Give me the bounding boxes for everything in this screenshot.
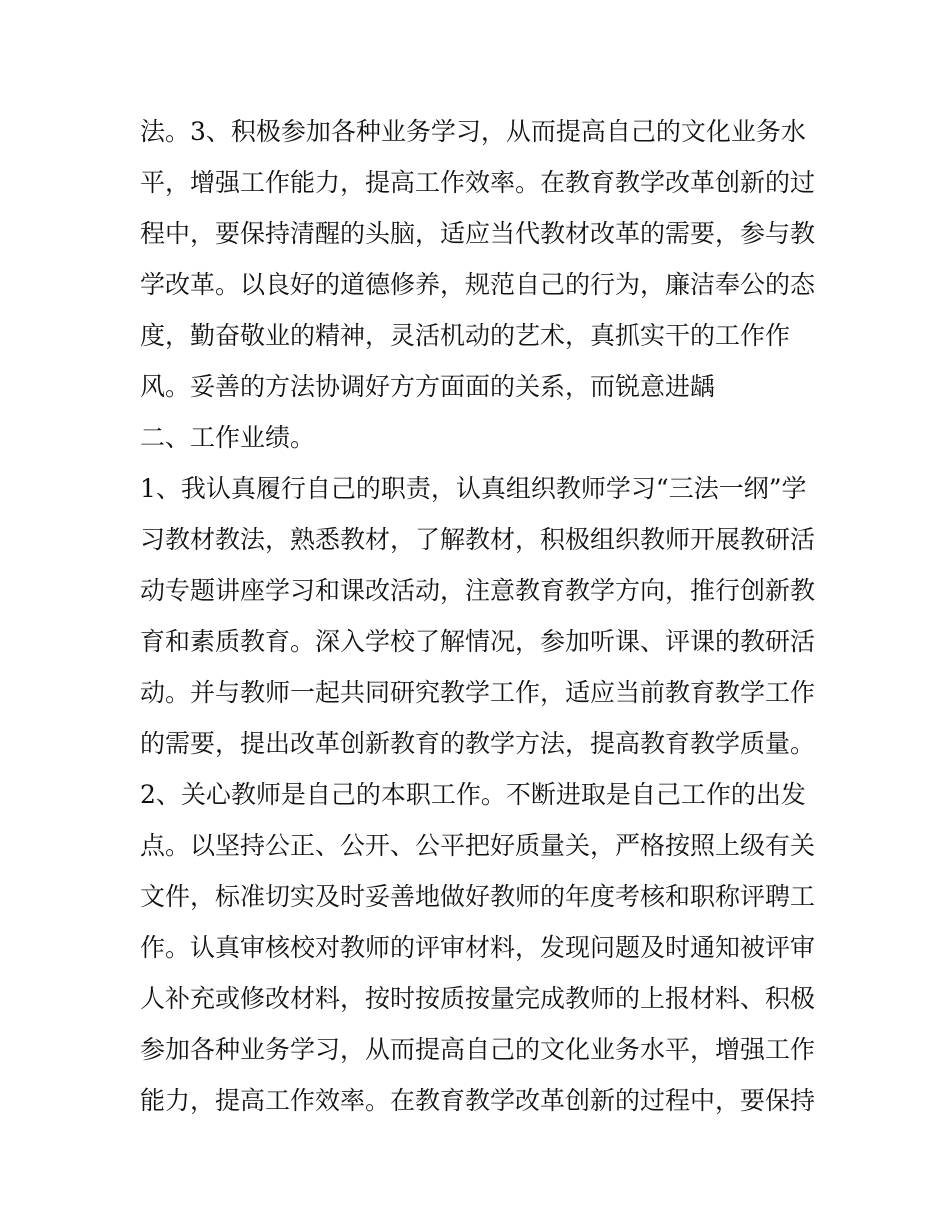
text-line: 作。认真审核校对教师的评审材料，发现问题及时通知被评审 [140,933,816,962]
text-line: 2、关心教师是自己的本职工作。不断进取是自己工作的出发 [140,780,806,809]
text-line: 动专题讲座学习和课改活动，注意教育教学方向，推行创新教 [140,576,816,605]
text-line: 参加各种业务学习，从而提高自己的文化业务水平，增强工作 [140,1035,816,1064]
text-line: 动。并与教师一起共同研究教学工作，适应当前教育教学工作 [140,678,816,707]
text-line: 程中，要保持清醒的头脑，适应当代教材改革的需要，参与教 [140,219,816,248]
text-line: 1、我认真履行自己的职责，认真组织教师学习“三法一纲”学 [140,474,807,503]
section-heading: 二、工作业绩。 [140,423,316,452]
document-body [140,106,820,1126]
text-line: 平，增强工作能力，提高工作效率。在教育教学改革创新的过 [140,168,816,197]
text-line: 习教材教法，熟悉教材，了解教材，积极组织教师开展教研活 [140,525,816,554]
text-line: 文件，标准切实及时妥善地做好教师的年度考核和职称评聘工 [140,882,816,911]
text-line: 能力，提高工作效率。在教育教学改革创新的过程中，要保持 [140,1086,816,1115]
text-line: 度，勤奋敬业的精神，灵活机动的艺术，真抓实干的工作作 [140,321,791,350]
text-line: 风。妥善的方法协调好方方面面的关系，而锐意进龋 [140,372,716,401]
text-line: 人补充或修改材料，按时按质按量完成教师的上报材料、积极 [140,984,816,1013]
text-line: 学改革。以良好的道德修养，规范自己的行为，廉洁奉公的态 [140,270,816,299]
text-line: 的需要，提出改革创新教育的教学方法，提高教育教学质量。 [140,729,816,758]
text-line: 育和素质教育。深入学校了解情况，参加听课、评课的教研活 [140,627,816,656]
text-line: 点。以坚持公正、公开、公平把好质量关，严格按照上级有关 [140,831,816,860]
text-line: 法。3、积极参加各种业务学习，从而提高自己的文化业务水 [140,117,806,146]
